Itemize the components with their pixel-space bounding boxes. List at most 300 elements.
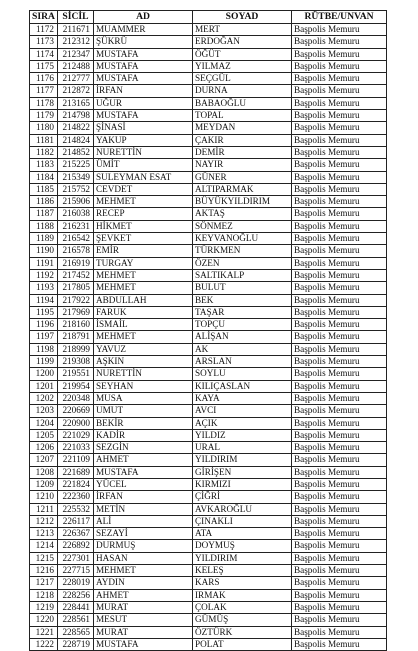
cell-sicil: 217452 xyxy=(58,269,94,281)
cell-ad: HASAN xyxy=(94,552,193,564)
cell-ad: MESUT xyxy=(94,614,193,626)
table-row xyxy=(30,491,387,503)
cell-rutbe: Başpolis Memuru xyxy=(292,589,387,601)
cell-sira: 1215 xyxy=(30,552,58,564)
cell-sira: 1183 xyxy=(30,159,58,171)
cell-rutbe: Başpolis Memuru xyxy=(292,134,387,146)
cell-ad: ÜMİT xyxy=(94,159,193,171)
cell-rutbe: Başpolis Memuru xyxy=(292,392,387,404)
cell-sicil: 216578 xyxy=(58,245,94,257)
cell-ad: ŞEVKET xyxy=(94,233,193,245)
cell-sira: 1206 xyxy=(30,442,58,454)
cell-sicil: 216919 xyxy=(58,257,94,269)
cell-sicil: 227715 xyxy=(58,565,94,577)
table-row xyxy=(30,171,387,183)
cell-rutbe: Başpolis Memuru xyxy=(292,294,387,306)
cell-sicil: 219954 xyxy=(58,380,94,392)
cell-soyad: ARSLAN xyxy=(193,356,292,368)
header-rutbe: RÜTBE/UNVAN xyxy=(292,11,387,24)
header-sira: SIRA xyxy=(30,11,58,24)
cell-sira: 1175 xyxy=(30,60,58,72)
cell-sira: 1184 xyxy=(30,171,58,183)
cell-sicil: 222360 xyxy=(58,491,94,503)
table-row xyxy=(30,183,387,195)
table-row xyxy=(30,269,387,281)
cell-rutbe: Başpolis Memuru xyxy=(292,208,387,220)
cell-sira: 1210 xyxy=(30,491,58,503)
cell-rutbe: Başpolis Memuru xyxy=(292,614,387,626)
cell-soyad: GÜMÜŞ xyxy=(193,614,292,626)
table-row xyxy=(30,159,387,171)
cell-sicil: 228561 xyxy=(58,614,94,626)
cell-sira: 1192 xyxy=(30,269,58,281)
cell-soyad: SÖNMEZ xyxy=(193,220,292,232)
cell-sicil: 228565 xyxy=(58,626,94,638)
table-row xyxy=(30,36,387,48)
header-ad: AD xyxy=(94,11,193,24)
header-row xyxy=(30,11,387,24)
cell-sicil: 221689 xyxy=(58,466,94,478)
cell-sira: 1180 xyxy=(30,122,58,134)
cell-ad: MEHMET xyxy=(94,331,193,343)
table-row xyxy=(30,356,387,368)
cell-sicil: 218160 xyxy=(58,319,94,331)
cell-ad: TURGAY xyxy=(94,257,193,269)
cell-sicil: 212488 xyxy=(58,60,94,72)
cell-rutbe: Başpolis Memuru xyxy=(292,85,387,97)
cell-sira: 1189 xyxy=(30,233,58,245)
cell-rutbe: Başpolis Memuru xyxy=(292,60,387,72)
cell-sira: 1176 xyxy=(30,73,58,85)
header-sicil: SİCİL xyxy=(58,11,94,24)
cell-ad: SEYHAN xyxy=(94,380,193,392)
table-row xyxy=(30,528,387,540)
cell-rutbe: Başpolis Memuru xyxy=(292,146,387,158)
cell-sicil: 216542 xyxy=(58,233,94,245)
cell-soyad: DOYMUŞ xyxy=(193,540,292,552)
cell-ad: MUSA xyxy=(94,392,193,404)
cell-ad: BEKİR xyxy=(94,417,193,429)
cell-sicil: 227301 xyxy=(58,552,94,564)
cell-ad: SEZAYİ xyxy=(94,528,193,540)
cell-soyad: YILDIRIM xyxy=(193,552,292,564)
cell-sira: 1174 xyxy=(30,48,58,60)
cell-rutbe: Başpolis Memuru xyxy=(292,528,387,540)
table-row xyxy=(30,552,387,564)
cell-rutbe: Başpolis Memuru xyxy=(292,638,387,650)
table-row xyxy=(30,196,387,208)
cell-soyad: AKTAŞ xyxy=(193,208,292,220)
cell-sira: 1218 xyxy=(30,589,58,601)
table-row xyxy=(30,466,387,478)
cell-sira: 1214 xyxy=(30,540,58,552)
cell-sicil: 217805 xyxy=(58,282,94,294)
cell-sicil: 219551 xyxy=(58,368,94,380)
cell-ad: KADİR xyxy=(94,429,193,441)
cell-sicil: 213165 xyxy=(58,97,94,109)
table-row xyxy=(30,405,387,417)
cell-rutbe: Başpolis Memuru xyxy=(292,122,387,134)
personnel-table xyxy=(29,10,387,651)
cell-rutbe: Başpolis Memuru xyxy=(292,245,387,257)
cell-soyad: AVKAROĞLU xyxy=(193,503,292,515)
cell-soyad: ÖZTÜRK xyxy=(193,626,292,638)
cell-sicil: 212777 xyxy=(58,73,94,85)
cell-soyad: SOYLU xyxy=(193,368,292,380)
cell-rutbe: Başpolis Memuru xyxy=(292,269,387,281)
cell-sicil: 212347 xyxy=(58,48,94,60)
table-row xyxy=(30,146,387,158)
cell-sicil: 216038 xyxy=(58,208,94,220)
cell-soyad: ERDOĞAN xyxy=(193,36,292,48)
cell-sira: 1219 xyxy=(30,601,58,613)
cell-soyad: ATA xyxy=(193,528,292,540)
cell-soyad: KEYVANOĞLU xyxy=(193,233,292,245)
table-row xyxy=(30,60,387,72)
cell-sicil: 221029 xyxy=(58,429,94,441)
cell-rutbe: Başpolis Memuru xyxy=(292,405,387,417)
table-row xyxy=(30,220,387,232)
cell-sicil: 216231 xyxy=(58,220,94,232)
cell-rutbe: Başpolis Memuru xyxy=(292,466,387,478)
cell-soyad: YILMAZ xyxy=(193,60,292,72)
cell-sicil: 214852 xyxy=(58,146,94,158)
cell-soyad: ÇİĞRİ xyxy=(193,491,292,503)
cell-soyad: SEÇGÜL xyxy=(193,73,292,85)
cell-ad: SULEYMAN ESAT xyxy=(94,171,193,183)
table-row xyxy=(30,331,387,343)
cell-soyad: ALİŞAN xyxy=(193,331,292,343)
cell-rutbe: Başpolis Memuru xyxy=(292,601,387,613)
cell-sicil: 217969 xyxy=(58,306,94,318)
table-row xyxy=(30,614,387,626)
table-row xyxy=(30,73,387,85)
cell-ad: FARUK xyxy=(94,306,193,318)
cell-rutbe: Başpolis Memuru xyxy=(292,552,387,564)
cell-rutbe: Başpolis Memuru xyxy=(292,183,387,195)
cell-ad: ABDULLAH xyxy=(94,294,193,306)
cell-sicil: 220669 xyxy=(58,405,94,417)
cell-ad: MURAT xyxy=(94,601,193,613)
table-row xyxy=(30,257,387,269)
cell-sicil: 228256 xyxy=(58,589,94,601)
table-row xyxy=(30,343,387,355)
table-row xyxy=(30,577,387,589)
cell-rutbe: Başpolis Memuru xyxy=(292,48,387,60)
cell-ad: UĞUR xyxy=(94,97,193,109)
cell-soyad: DURNA xyxy=(193,85,292,97)
cell-soyad: TAŞAR xyxy=(193,306,292,318)
cell-ad: NURETTİN xyxy=(94,146,193,158)
cell-sira: 1191 xyxy=(30,257,58,269)
cell-soyad: YILDIZ xyxy=(193,429,292,441)
cell-sicil: 211671 xyxy=(58,24,94,36)
cell-sira: 1185 xyxy=(30,183,58,195)
cell-sira: 1207 xyxy=(30,454,58,466)
cell-ad: AHMET xyxy=(94,589,193,601)
cell-sicil: 228719 xyxy=(58,638,94,650)
cell-ad: YÜCEL xyxy=(94,478,193,490)
cell-sira: 1221 xyxy=(30,626,58,638)
cell-rutbe: Başpolis Memuru xyxy=(292,356,387,368)
cell-ad: ALİ xyxy=(94,515,193,527)
cell-sicil: 226117 xyxy=(58,515,94,527)
table-body xyxy=(30,24,387,651)
table-row xyxy=(30,368,387,380)
table-row xyxy=(30,429,387,441)
cell-soyad: BÜYÜKYILDIRIM xyxy=(193,196,292,208)
cell-soyad: TÜRKMEN xyxy=(193,245,292,257)
cell-ad: MUSTAFA xyxy=(94,466,193,478)
cell-sicil: 221109 xyxy=(58,454,94,466)
cell-sira: 1182 xyxy=(30,146,58,158)
cell-rutbe: Başpolis Memuru xyxy=(292,159,387,171)
cell-rutbe: Başpolis Memuru xyxy=(292,626,387,638)
cell-soyad: AK xyxy=(193,343,292,355)
cell-ad: UMUT xyxy=(94,405,193,417)
table-row xyxy=(30,478,387,490)
cell-rutbe: Başpolis Memuru xyxy=(292,565,387,577)
cell-rutbe: Başpolis Memuru xyxy=(292,36,387,48)
table-row xyxy=(30,85,387,97)
cell-sira: 1198 xyxy=(30,343,58,355)
cell-ad: İRFAN xyxy=(94,491,193,503)
cell-soyad: KELEŞ xyxy=(193,565,292,577)
cell-sira: 1177 xyxy=(30,85,58,97)
table-row xyxy=(30,233,387,245)
cell-soyad: BEK xyxy=(193,294,292,306)
cell-rutbe: Başpolis Memuru xyxy=(292,233,387,245)
cell-sira: 1204 xyxy=(30,417,58,429)
table-row xyxy=(30,515,387,527)
cell-soyad: SALTIKALP xyxy=(193,269,292,281)
cell-sira: 1212 xyxy=(30,515,58,527)
cell-ad: MEHMET xyxy=(94,196,193,208)
cell-sira: 1197 xyxy=(30,331,58,343)
cell-soyad: KILIÇASLAN xyxy=(193,380,292,392)
cell-rutbe: Başpolis Memuru xyxy=(292,429,387,441)
cell-sicil: 221824 xyxy=(58,478,94,490)
cell-ad: EMİR xyxy=(94,245,193,257)
table-row xyxy=(30,454,387,466)
cell-sicil: 225532 xyxy=(58,503,94,515)
cell-sicil: 226367 xyxy=(58,528,94,540)
cell-soyad: BABAOĞLU xyxy=(193,97,292,109)
personnel-list-page xyxy=(29,10,386,651)
cell-ad: MEHMET xyxy=(94,282,193,294)
cell-sira: 1173 xyxy=(30,36,58,48)
cell-sicil: 215225 xyxy=(58,159,94,171)
table-row xyxy=(30,392,387,404)
cell-ad: MEHMET xyxy=(94,565,193,577)
cell-ad: CEVDET xyxy=(94,183,193,195)
table-row xyxy=(30,503,387,515)
cell-sicil: 215906 xyxy=(58,196,94,208)
cell-sira: 1187 xyxy=(30,208,58,220)
cell-rutbe: Başpolis Memuru xyxy=(292,343,387,355)
cell-soyad: GİRİŞEN xyxy=(193,466,292,478)
cell-sira: 1193 xyxy=(30,282,58,294)
cell-sicil: 228019 xyxy=(58,577,94,589)
cell-ad: MUSTAFA xyxy=(94,60,193,72)
cell-sira: 1211 xyxy=(30,503,58,515)
cell-sicil: 214824 xyxy=(58,134,94,146)
cell-soyad: ALTIPARMAK xyxy=(193,183,292,195)
cell-ad: SEZGİN xyxy=(94,442,193,454)
cell-rutbe: Başpolis Memuru xyxy=(292,380,387,392)
table-row xyxy=(30,540,387,552)
cell-rutbe: Başpolis Memuru xyxy=(292,24,387,36)
cell-sira: 1209 xyxy=(30,478,58,490)
cell-sira: 1220 xyxy=(30,614,58,626)
table-row xyxy=(30,319,387,331)
cell-rutbe: Başpolis Memuru xyxy=(292,306,387,318)
cell-soyad: GÜNER xyxy=(193,171,292,183)
cell-sira: 1172 xyxy=(30,24,58,36)
cell-rutbe: Başpolis Memuru xyxy=(292,220,387,232)
cell-sira: 1208 xyxy=(30,466,58,478)
cell-ad: MURAT xyxy=(94,626,193,638)
cell-sicil: 220900 xyxy=(58,417,94,429)
table-row xyxy=(30,208,387,220)
cell-sicil: 219308 xyxy=(58,356,94,368)
cell-sira: 1178 xyxy=(30,97,58,109)
cell-sira: 1205 xyxy=(30,429,58,441)
cell-ad: RECEP xyxy=(94,208,193,220)
cell-soyad: ÇAKIR xyxy=(193,134,292,146)
cell-rutbe: Başpolis Memuru xyxy=(292,540,387,552)
cell-sira: 1196 xyxy=(30,319,58,331)
cell-soyad: TOPAL xyxy=(193,110,292,122)
table-row xyxy=(30,306,387,318)
cell-ad: YAVUZ xyxy=(94,343,193,355)
cell-soyad: BULUT xyxy=(193,282,292,294)
cell-ad: MUAMMER xyxy=(94,24,193,36)
cell-sicil: 212312 xyxy=(58,36,94,48)
cell-ad: MUSTAFA xyxy=(94,48,193,60)
cell-sira: 1202 xyxy=(30,392,58,404)
cell-sicil: 217922 xyxy=(58,294,94,306)
cell-soyad: ÖZEN xyxy=(193,257,292,269)
cell-rutbe: Başpolis Memuru xyxy=(292,442,387,454)
cell-rutbe: Başpolis Memuru xyxy=(292,417,387,429)
cell-rutbe: Başpolis Memuru xyxy=(292,171,387,183)
cell-sira: 1201 xyxy=(30,380,58,392)
table-row xyxy=(30,589,387,601)
header-soyad: SOYAD xyxy=(193,11,292,24)
cell-sicil: 220348 xyxy=(58,392,94,404)
cell-sira: 1200 xyxy=(30,368,58,380)
cell-sicil: 215752 xyxy=(58,183,94,195)
cell-sira: 1194 xyxy=(30,294,58,306)
cell-ad: MEHMET xyxy=(94,269,193,281)
cell-ad: AHMET xyxy=(94,454,193,466)
table-row xyxy=(30,245,387,257)
cell-ad: MUSTAFA xyxy=(94,110,193,122)
cell-soyad: ÇOLAK xyxy=(193,601,292,613)
cell-rutbe: Başpolis Memuru xyxy=(292,491,387,503)
cell-soyad: ÇINAKLI xyxy=(193,515,292,527)
cell-sira: 1222 xyxy=(30,638,58,650)
table-row xyxy=(30,122,387,134)
cell-soyad: KARS xyxy=(193,577,292,589)
cell-ad: AYDIN xyxy=(94,577,193,589)
cell-sira: 1179 xyxy=(30,110,58,122)
cell-ad: MUSTAFA xyxy=(94,73,193,85)
cell-ad: METİN xyxy=(94,503,193,515)
cell-ad: YAKUP xyxy=(94,134,193,146)
table-row xyxy=(30,48,387,60)
cell-rutbe: Başpolis Memuru xyxy=(292,97,387,109)
cell-rutbe: Başpolis Memuru xyxy=(292,110,387,122)
table-row xyxy=(30,110,387,122)
cell-sira: 1190 xyxy=(30,245,58,257)
cell-soyad: AÇIK xyxy=(193,417,292,429)
cell-rutbe: Başpolis Memuru xyxy=(292,478,387,490)
cell-sicil: 226892 xyxy=(58,540,94,552)
table-row xyxy=(30,134,387,146)
cell-sicil: 228441 xyxy=(58,601,94,613)
cell-sira: 1188 xyxy=(30,220,58,232)
cell-rutbe: Başpolis Memuru xyxy=(292,331,387,343)
cell-ad: HİKMET xyxy=(94,220,193,232)
cell-sicil: 214822 xyxy=(58,122,94,134)
cell-rutbe: Başpolis Memuru xyxy=(292,73,387,85)
cell-soyad: IRMAK xyxy=(193,589,292,601)
cell-ad: MUSTAFA xyxy=(94,638,193,650)
cell-soyad: TOPÇU xyxy=(193,319,292,331)
cell-rutbe: Başpolis Memuru xyxy=(292,368,387,380)
cell-soyad: YILDIRIM xyxy=(193,454,292,466)
cell-sira: 1213 xyxy=(30,528,58,540)
table-row xyxy=(30,97,387,109)
cell-sira: 1216 xyxy=(30,565,58,577)
cell-soyad: MEYDAN xyxy=(193,122,292,134)
cell-sira: 1195 xyxy=(30,306,58,318)
table-row xyxy=(30,565,387,577)
cell-soyad: AVCI xyxy=(193,405,292,417)
cell-sicil: 212872 xyxy=(58,85,94,97)
cell-sicil: 218999 xyxy=(58,343,94,355)
cell-sira: 1181 xyxy=(30,134,58,146)
cell-rutbe: Başpolis Memuru xyxy=(292,577,387,589)
cell-sira: 1217 xyxy=(30,577,58,589)
cell-ad: DURMUŞ xyxy=(94,540,193,552)
cell-sira: 1186 xyxy=(30,196,58,208)
table-row xyxy=(30,601,387,613)
cell-soyad: NAYIR xyxy=(193,159,292,171)
cell-sira: 1199 xyxy=(30,356,58,368)
cell-sicil: 218791 xyxy=(58,331,94,343)
cell-soyad: KAYA xyxy=(193,392,292,404)
cell-ad: İSMAİL xyxy=(94,319,193,331)
cell-soyad: ÖĞÜT xyxy=(193,48,292,60)
cell-sicil: 215349 xyxy=(58,171,94,183)
cell-rutbe: Başpolis Memuru xyxy=(292,282,387,294)
cell-sira: 1203 xyxy=(30,405,58,417)
cell-soyad: URAL xyxy=(193,442,292,454)
cell-ad: İRFAN xyxy=(94,85,193,97)
cell-rutbe: Başpolis Memuru xyxy=(292,454,387,466)
cell-rutbe: Başpolis Memuru xyxy=(292,515,387,527)
cell-rutbe: Başpolis Memuru xyxy=(292,257,387,269)
table-row xyxy=(30,417,387,429)
cell-soyad: MERT xyxy=(193,24,292,36)
cell-sicil: 214798 xyxy=(58,110,94,122)
table-row xyxy=(30,638,387,650)
cell-ad: ŞÜKRÜ xyxy=(94,36,193,48)
cell-soyad: DEMİR xyxy=(193,146,292,158)
